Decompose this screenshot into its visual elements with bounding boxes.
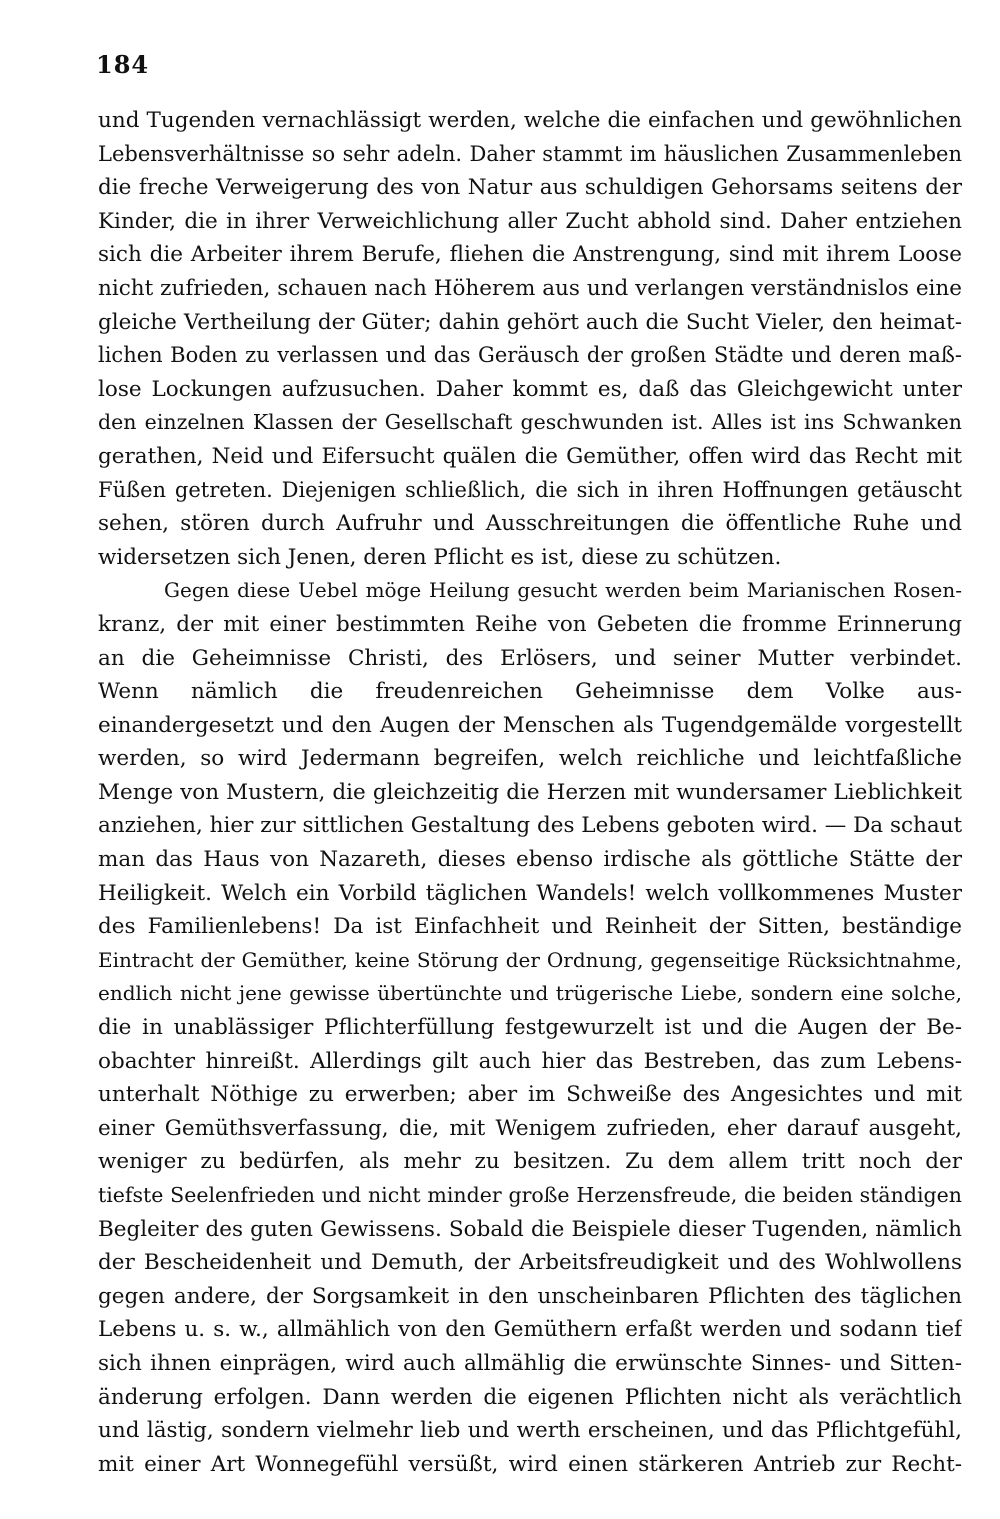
page-number: 184 (96, 50, 150, 79)
text-line-33: tiefste Seelenfrieden und nicht minder große Herzensfreude, die beiden ständigen (98, 1183, 962, 1207)
text-line-11: gerathen, Neid und Eifersucht quälen die Gemüther, offen wird das Recht mit (98, 443, 962, 469)
text-line-22: anziehen, hier zur sittlichen Gestaltung des Lebens geboten wird. — Da schaut (98, 813, 962, 839)
text-line-41: mit einer Art Wonnegefühl versüßt, wird einen stärkeren Antrieb zur Recht- (98, 1451, 962, 1477)
text-line-2: Lebensverhältnisse so sehr adeln. Daher stammt im häuslichen Zusammenleben (98, 141, 962, 166)
text-line-1: und Tugenden vernachlässigt werden, welche die einfachen und gewöhnlichen (98, 108, 962, 133)
text-line-26: Eintracht der Gemüther, keine Störung der Ordnung, gegenseitige Rücksichtnahme, (98, 947, 962, 972)
text-line-23: man das Haus von Nazareth, dieses ebenso irdische als göttliche Stätte der (98, 847, 962, 873)
text-line-32: weniger zu bedürfen, als mehr zu besitzen. Zu dem allem tritt noch der (98, 1149, 962, 1175)
text-line-12: Füßen getreten. Diejenigen schließlich, die sich in ihren Hoffnungen getäuscht (98, 477, 962, 502)
text-line-20: werden, so wird Jedermann begreifen, welch reichliche und leichtfaßliche (98, 746, 962, 772)
text-line-25: des Familienlebens! Da ist Einfachheit und Reinheit der Sitten, beständige (98, 914, 962, 940)
text-line-36: gegen andere, der Sorgsamkeit in den unscheinbaren Pflichten des täglichen (98, 1283, 962, 1309)
text-line-15: Gegen diese Uebel möge Heilung gesucht werden beim Marianischen Rosen- (164, 578, 962, 603)
text-line-16: kranz, der mit einer bestimmten Reihe von Gebeten die fromme Erinnerung (98, 611, 962, 637)
text-line-39: änderung erfolgen. Dann werden die eigenen Pflichten nicht als verächtlich (98, 1384, 962, 1410)
text-line-37: Lebens u. s. w., allmählich von den Gemüthern erfaßt werden und sodann tief (98, 1317, 962, 1343)
text-line-3: die freche Verweigerung des von Natur aus schuldigen Gehorsams seitens der (98, 175, 962, 201)
text-line-8: lichen Boden zu verlassen und das Geräusch der großen Städte und deren maß- (98, 343, 962, 368)
text-line-4: Kinder, die in ihrer Verweichlichung aller Zucht abhold sind. Daher entziehen (98, 208, 962, 234)
text-line-35: der Bescheidenheit und Demuth, der Arbeitsfreudigkeit und des Wohlwollens (98, 1250, 962, 1276)
text-line-13: sehen, stören durch Aufruhr und Ausschreitungen die öffentliche Ruhe und (98, 511, 962, 537)
text-line-14: widersetzen sich Jenen, deren Pflicht es ist, diese zu schützen. (98, 544, 782, 570)
text-line-40: und lästig, sondern vielmehr lieb und werth erscheinen, und das Pflichtgefühl, (98, 1418, 962, 1444)
text-line-30: unterhalt Nöthige zu erwerben; aber im Schweiße des Angesichtes und mit (98, 1082, 962, 1108)
text-line-29: obachter hinreißt. Allerdings gilt auch hier das Bestreben, das zum Lebens- (98, 1048, 962, 1074)
text-line-21: Menge von Mustern, die gleichzeitig die Herzen mit wundersamer Lieblichkeit (98, 779, 962, 805)
text-line-19: einandergesetzt und den Augen der Menschen als Tugendgemälde vorgestellt (98, 712, 962, 738)
text-line-6: nicht zufrieden, schauen nach Höherem aus und verlangen verständnislos eine (98, 275, 962, 301)
text-line-7: gleiche Vertheilung der Güter; dahin gehört auch die Sucht Vieler, den heimat- (98, 309, 962, 335)
text-line-24: Heiligkeit. Welch ein Vorbild täglichen Wandels! welch vollkommenes Muster (98, 880, 962, 906)
text-line-28: die in unablässiger Pflichterfüllung festgewurzelt ist und die Augen der Be- (98, 1015, 962, 1041)
text-line-10: den einzelnen Klassen der Gesellschaft geschwunden ist. Alles ist ins Schwanken (98, 410, 962, 435)
body-text (98, 104, 962, 1481)
text-line-18: Wenn nämlich die freudenreichen Geheimnisse dem Volke aus- (98, 679, 962, 705)
text-line-31: einer Gemüthsverfassung, die, mit Wenigem zufrieden, eher darauf ausgeht, (98, 1115, 962, 1141)
text-line-34: Begleiter des guten Gewissens. Sobald die Beispiele dieser Tugenden, nämlich (98, 1216, 962, 1242)
text-line-38: sich ihnen einprägen, wird auch allmählig die erwünschte Sinnes- und Sitten- (98, 1350, 962, 1376)
text-line-27: endlich nicht jene gewisse übertünchte und trügerische Liebe, sondern eine solche, (98, 981, 962, 1006)
text-line-5: sich die Arbeiter ihrem Berufe, fliehen die Anstrengung, sind mit ihrem Loose (98, 242, 962, 268)
text-line-17: an die Geheimnisse Christi, des Erlösers, und seiner Mutter verbindet. (98, 645, 962, 671)
text-line-9: lose Lockungen aufzusuchen. Daher kommt es, daß das Gleichgewicht unter (98, 376, 962, 402)
